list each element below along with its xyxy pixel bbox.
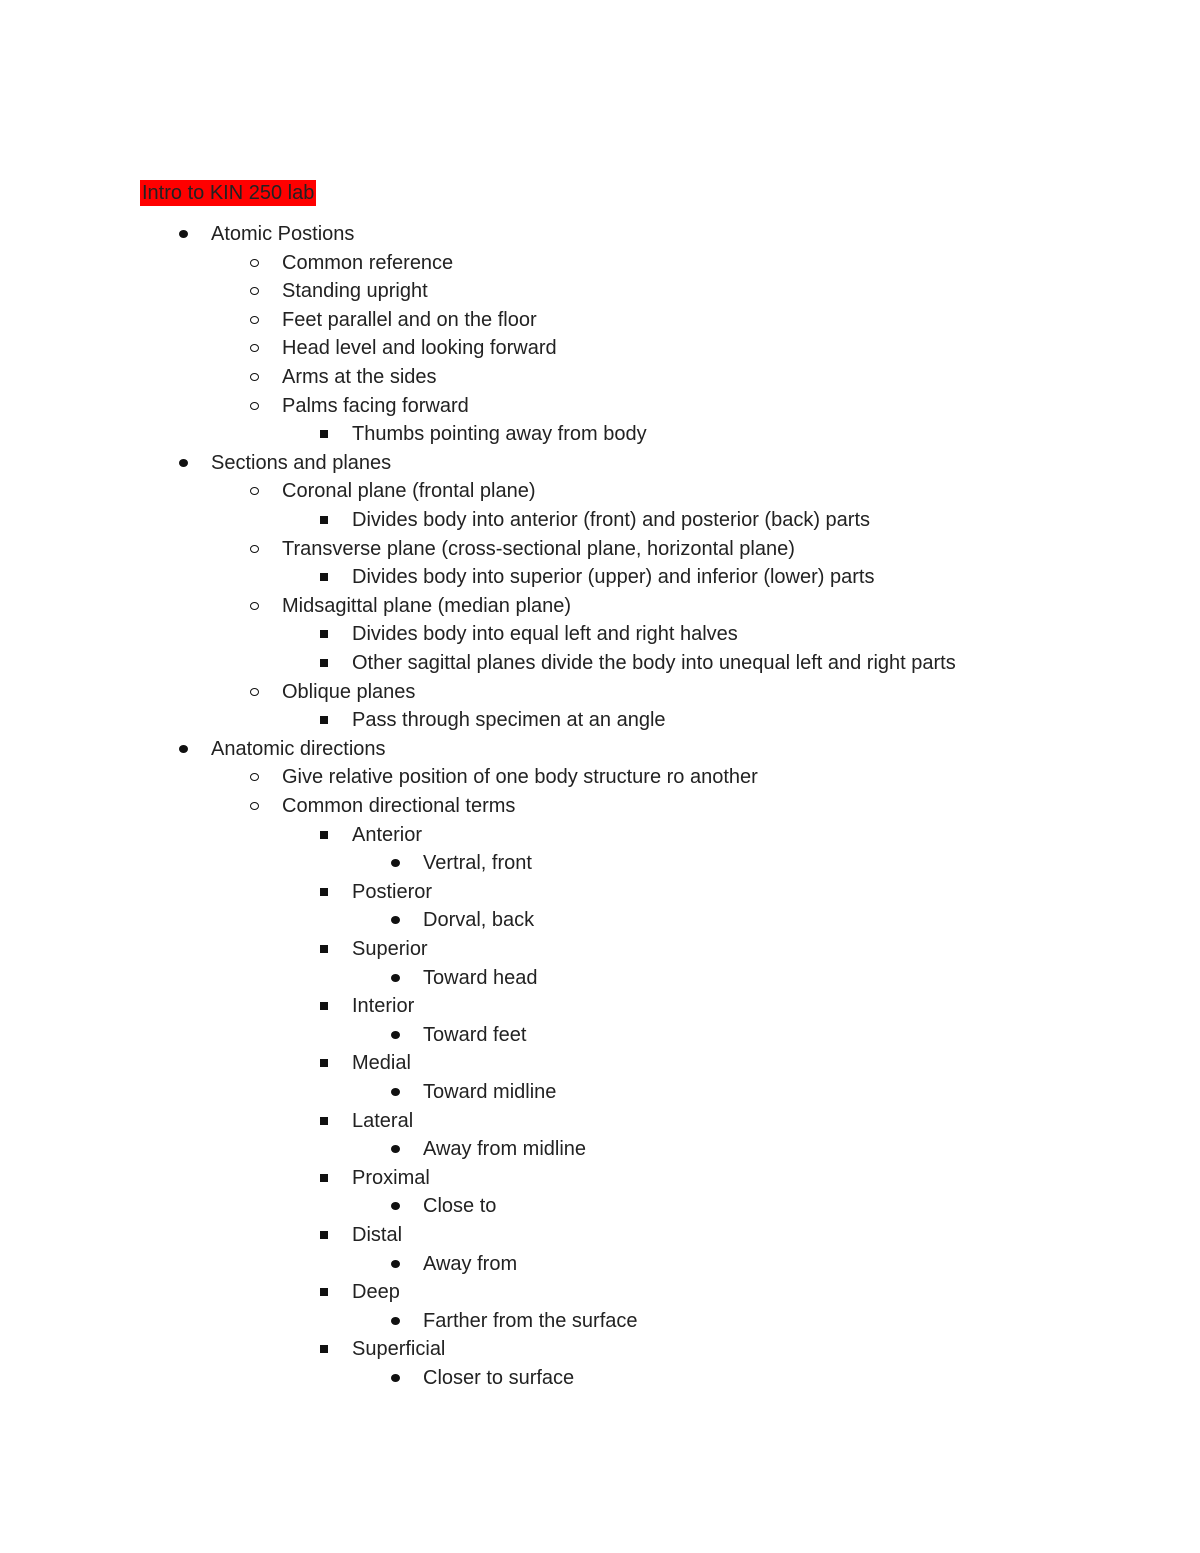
filled-circle-bullet-icon: [387, 1192, 407, 1220]
outline-item-text: Midsagittal plane (median plane): [282, 594, 572, 617]
hollow-circle-bullet-icon: [246, 277, 266, 305]
filled-circle-bullet-icon: [387, 1364, 407, 1392]
filled-circle-bullet-icon: [387, 849, 407, 877]
hollow-circle-bullet-icon: [246, 249, 266, 277]
outline-item-text: Postieror: [352, 880, 433, 903]
filled-circle-bullet-icon: [387, 906, 407, 934]
outline-item-text: Atomic Postions: [211, 223, 355, 245]
hollow-circle-bullet-icon: [246, 477, 266, 505]
outline-item-text: Other sagittal planes divide the body into unequal left and right parts: [352, 652, 956, 674]
square-bullet-icon: [316, 1049, 336, 1077]
hollow-circle-bullet-icon: [246, 363, 266, 391]
outline-item-text: Closer to surface: [423, 1367, 575, 1389]
filled-circle-bullet-icon: [387, 1078, 407, 1106]
filled-circle-bullet-icon: [387, 1307, 407, 1335]
outline-item-text: Away from midline: [423, 1138, 587, 1161]
filled-circle-bullet-icon: [175, 449, 195, 477]
hollow-circle-bullet-icon: [246, 678, 266, 706]
outline-item-text: Oblique planes: [282, 680, 416, 703]
document-title: Intro to KIN 250 lab: [142, 182, 315, 204]
outline-item-text: Anatomic directions: [211, 737, 386, 760]
square-bullet-icon: [316, 1107, 336, 1135]
square-bullet-icon: [316, 935, 336, 963]
outline-item-text: Vertral, front: [423, 852, 532, 875]
square-bullet-icon: [316, 1278, 336, 1306]
outline-item-text: Common reference: [282, 251, 454, 274]
outline-item-text: Divides body into anterior (front) and posterior (back) parts: [352, 509, 871, 531]
outline-item-text: Feet parallel and on the floor: [282, 308, 537, 331]
hollow-circle-bullet-icon: [246, 763, 266, 791]
outline-item-text: Toward head: [423, 966, 538, 989]
outline-item-text: Common directional terms: [282, 795, 516, 817]
hollow-circle-bullet-icon: [246, 792, 266, 820]
filled-circle-bullet-icon: [387, 1135, 407, 1163]
outline-item-text: Distal: [352, 1224, 403, 1246]
outline-item-text: Superficial: [352, 1338, 446, 1361]
outline-item-text: Lateral: [352, 1109, 414, 1132]
outline-item-text: Palms facing forward: [282, 394, 469, 417]
square-bullet-icon: [316, 649, 336, 677]
square-bullet-icon: [316, 878, 336, 906]
outline-item-text: Pass through specimen at an angle: [352, 709, 666, 732]
filled-circle-bullet-icon: [175, 220, 195, 248]
filled-circle-bullet-icon: [387, 1250, 407, 1278]
square-bullet-icon: [316, 506, 336, 534]
outline-item-text: Divides body into equal left and right halves: [352, 623, 738, 646]
outline-item-text: Anterior: [352, 823, 423, 846]
outline-item-text: Toward midline: [423, 1081, 557, 1103]
outline-item-text: Superior: [352, 938, 428, 960]
filled-circle-bullet-icon: [387, 1021, 407, 1049]
outline-item-text: Deep: [352, 1281, 400, 1304]
hollow-circle-bullet-icon: [246, 592, 266, 620]
outline-item-text: Dorval, back: [423, 909, 535, 932]
outline-item-text: Close to: [423, 1195, 497, 1218]
outline-item-text: Arms at the sides: [282, 366, 437, 388]
outline-item-text: Farther from the surface: [423, 1309, 638, 1332]
outline-item-text: Away from: [423, 1252, 518, 1275]
outline-item-text: Standing upright: [282, 280, 428, 303]
square-bullet-icon: [316, 1164, 336, 1192]
square-bullet-icon: [316, 420, 336, 448]
outline-item-text: Coronal plane (frontal plane): [282, 480, 536, 503]
hollow-circle-bullet-icon: [246, 334, 266, 362]
outline-item-text: Thumbs pointing away from body: [352, 423, 647, 446]
square-bullet-icon: [316, 992, 336, 1020]
outline-item-text: Give relative position of one body structure ro another: [282, 766, 758, 789]
square-bullet-icon: [316, 821, 336, 849]
outline-item-text: Head level and looking forward: [282, 337, 557, 360]
outline-item-text: Medial: [352, 1052, 411, 1075]
square-bullet-icon: [316, 563, 336, 591]
square-bullet-icon: [316, 620, 336, 648]
square-bullet-icon: [316, 1221, 336, 1249]
outline-item-text: Toward feet: [423, 1023, 527, 1046]
square-bullet-icon: [316, 1335, 336, 1363]
hollow-circle-bullet-icon: [246, 535, 266, 563]
hollow-circle-bullet-icon: [246, 306, 266, 334]
filled-circle-bullet-icon: [175, 735, 195, 763]
outline-item-text: Divides body into superior (upper) and inferior (lower) parts: [352, 566, 875, 589]
filled-circle-bullet-icon: [387, 964, 407, 992]
hollow-circle-bullet-icon: [246, 392, 266, 420]
outline-item-text: Transverse plane (cross-sectional plane, horizontal plane): [282, 537, 795, 560]
outline-item-text: Interior: [352, 995, 415, 1018]
outline-item-text: Sections and planes: [211, 451, 392, 474]
square-bullet-icon: [316, 706, 336, 734]
outline-item-text: Proximal: [352, 1166, 430, 1189]
